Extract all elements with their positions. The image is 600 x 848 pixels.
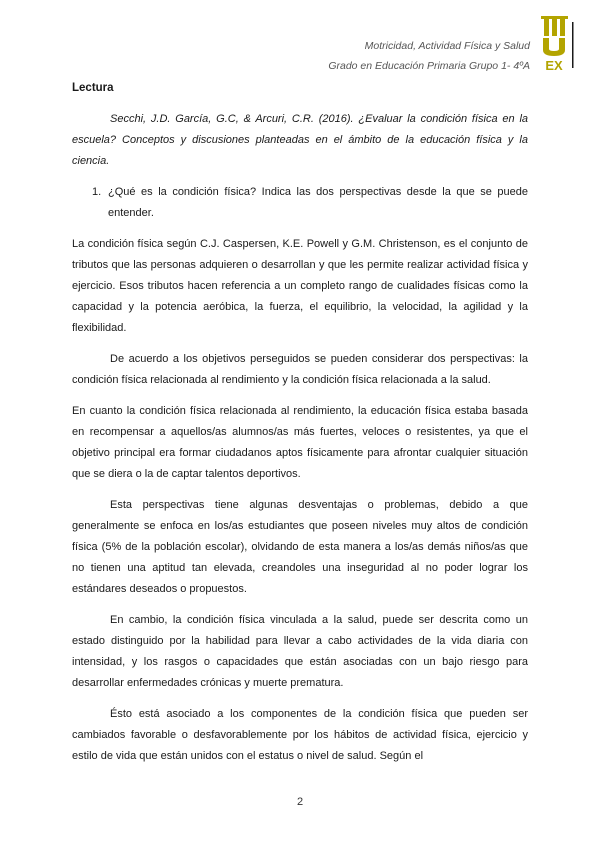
numbered-question [72, 182, 528, 224]
question-text: ¿Qué es la condición física? Indica las dos perspectivas desde la que se puede entender. [108, 186, 528, 219]
paragraph: En cuanto la condición física relacionada al rendimiento, la educación física estaba basada en recompensar a aquellos/as alumnos/as más fuertes, veloces o resistentes, ya que el objetivo principal era formar ciudadanos aptos físicamente para afrontar cualquier situación que se diera o la de captar talentos deportivos. [72, 405, 528, 480]
paragraph: De acuerdo a los objetivos perseguidos se pueden considerar dos perspectivas: la condición física relacionada al rendimiento y la condición física relacionada a la salud. [72, 353, 528, 386]
bibliographic-reference: Secchi, J.D. García, G.C, & Arcuri, C.R. (2016). ¿Evaluar la condición física en la escuela? Conceptos y discusiones planteadas en el ámbito de la educación física y la ciencia. [72, 113, 528, 167]
question-number: 1. [92, 186, 102, 198]
paragraph: Ésto está asociado a los componentes de la condición física que pueden ser cambiados favorable o desfavorablemente por los hábitos de actividad física, ejercicio y estilo de vida que están unidos con el estatus o nivel de salud. Según el [72, 708, 528, 762]
header-course-title: Motricidad, Actividad Física y Salud [364, 40, 530, 52]
document-body [72, 78, 528, 777]
paragraph: Esta perspectivas tiene algunas desventajas o problemas, debido a que generalmente se enfoca en los/as estudiantes que poseen niveles muy altos de condición física (5% de la población escolar), olvidando de esta manera a los/as demás niños/as que no tienen una aptitud tan elevada, creandoles una inseguridad al no poder lograr los estándares deseados o propuestos. [72, 499, 528, 595]
svg-text:EX: EX [545, 58, 563, 73]
page-number: 2 [296, 796, 304, 808]
paragraph: En cambio, la condición física vinculada a la salud, puede ser descrita como un estado distinguido por la habilidad para llevar a cabo actividades de la vida diaria con intensidad, y los rasgos o capacidades que están asociadas con un bajo riesgo para desarrollar enfermedades crónicas y muerte prematura. [72, 614, 528, 689]
header-group: Grado en Educación Primaria Grupo 1- 4ºA [328, 60, 530, 72]
document-header [328, 36, 530, 76]
university-logo-icon [534, 16, 578, 74]
paragraph: La condición física según C.J. Caspersen, K.E. Powell y G.M. Christenson, es el conjunto de tributos que las personas adquieren o desarrollan y que les permite realizar actividad física y ejercicio. Esos tributos hacen referencia a un completo rango de cualidades físicas como la capacidad y la potencia aeróbica, la fuerza, el equilibrio, la velocidad, la agilidad y la flexibilidad. [72, 238, 528, 334]
section-heading: Lectura [72, 82, 114, 94]
